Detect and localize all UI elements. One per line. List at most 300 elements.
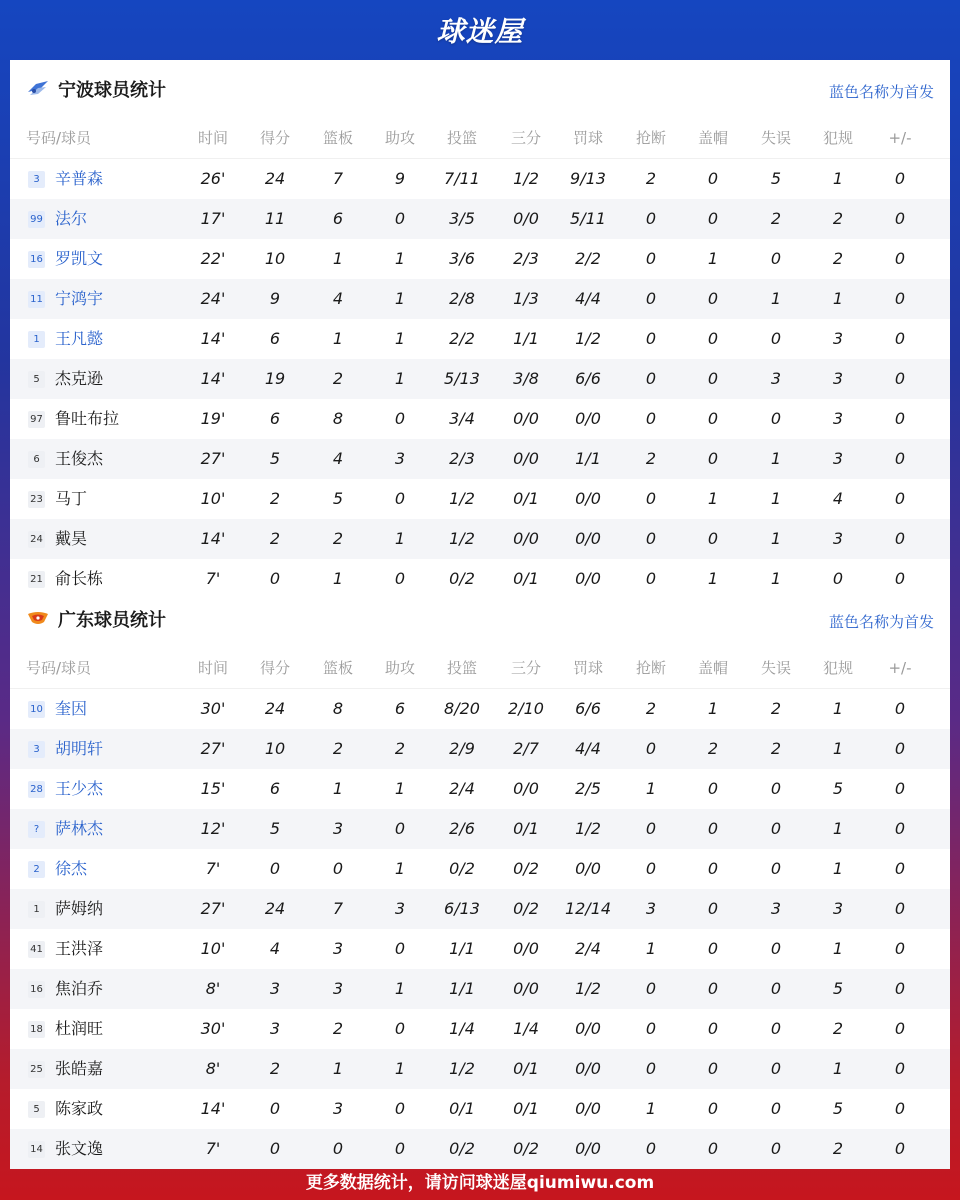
stat-steals: 0 — [645, 369, 657, 388]
stat-rebounds: 2 — [332, 529, 344, 548]
table-row[interactable] — [10, 889, 950, 929]
brand-logo: 球迷屋 — [436, 15, 524, 48]
stat-blocks: 0 — [707, 169, 719, 188]
stat-blocks: 1 — [707, 569, 719, 588]
stat-field-goals: 3/5 — [449, 209, 475, 228]
stat-minutes: 10' — [200, 489, 226, 508]
jersey-number-badge: 18 — [28, 1021, 45, 1038]
table-row[interactable] — [10, 729, 950, 769]
stat-steals: 1 — [645, 1099, 657, 1118]
player-name[interactable]: 杜润旺 — [55, 1019, 104, 1038]
jersey-number-badge: 97 — [28, 411, 45, 428]
stat-free-throws: 4/4 — [575, 739, 601, 758]
stat-free-throws: 1/2 — [575, 329, 601, 348]
table-row[interactable] — [10, 319, 950, 359]
stat-fouls: 2 — [832, 1019, 844, 1038]
stat-fouls: 1 — [832, 699, 844, 718]
stat-field-goals: 6/13 — [444, 899, 480, 918]
stat-fouls: 3 — [832, 369, 844, 388]
stat-minutes: 22' — [200, 249, 226, 268]
stat-fouls: 1 — [832, 819, 844, 838]
stat-plus-minus: 0 — [894, 939, 906, 958]
stat-points: 0 — [269, 1099, 281, 1118]
stat-minutes: 27' — [200, 449, 226, 468]
stat-turnovers: 5 — [770, 169, 782, 188]
column-header-player: 号码/球员 — [26, 659, 92, 677]
ningbo-logo-icon — [26, 78, 50, 98]
stat-rebounds: 8 — [332, 409, 344, 428]
player-rows — [10, 689, 950, 1169]
stat-points: 0 — [269, 1139, 281, 1158]
stat-three-pointers: 0/0 — [513, 979, 539, 998]
player-name[interactable]: 萨林杰 — [55, 819, 104, 838]
stat-minutes: 14' — [200, 1099, 226, 1118]
stat-free-throws: 5/11 — [570, 209, 606, 228]
player-name[interactable]: 张文逸 — [55, 1139, 104, 1158]
column-header-plus-minus: +/- — [888, 129, 912, 147]
column-header-minutes: 时间 — [197, 659, 228, 677]
stat-points: 6 — [269, 779, 281, 798]
jersey-number-badge: ? — [28, 821, 45, 838]
stat-three-pointers: 0/2 — [513, 899, 539, 918]
stat-points: 0 — [269, 859, 281, 878]
stat-turnovers: 0 — [770, 1099, 782, 1118]
stat-rebounds: 3 — [332, 979, 344, 998]
stat-assists: 1 — [394, 289, 406, 308]
stat-three-pointers: 2/3 — [513, 249, 539, 268]
stat-blocks: 1 — [707, 249, 719, 268]
stat-field-goals: 3/6 — [449, 249, 475, 268]
column-header-field-goals: 投篮 — [446, 659, 477, 677]
stat-fouls: 1 — [832, 169, 844, 188]
stat-plus-minus: 0 — [894, 369, 906, 388]
stat-rebounds: 2 — [332, 369, 344, 388]
stat-steals: 0 — [645, 739, 657, 758]
stat-minutes: 26' — [200, 169, 226, 188]
table-row[interactable] — [10, 479, 950, 519]
stat-blocks: 0 — [707, 1139, 719, 1158]
player-name[interactable]: 戴昊 — [55, 529, 88, 548]
stat-free-throws: 0/0 — [575, 1019, 601, 1038]
jersey-number-badge: 25 — [28, 1061, 45, 1078]
stat-assists: 9 — [394, 169, 406, 188]
column-header-blocks: 盖帽 — [697, 659, 728, 677]
player-name[interactable]: 辛普森 — [55, 169, 104, 188]
stat-plus-minus: 0 — [894, 489, 906, 508]
stat-points: 2 — [269, 489, 281, 508]
stat-assists: 2 — [394, 739, 406, 758]
jersey-number-badge: 11 — [28, 291, 45, 308]
player-name[interactable]: 徐杰 — [55, 859, 88, 878]
stat-fouls: 1 — [832, 739, 844, 758]
stat-blocks: 0 — [707, 289, 719, 308]
stat-blocks: 0 — [707, 939, 719, 958]
stat-assists: 3 — [394, 449, 406, 468]
stat-rebounds: 7 — [332, 899, 344, 918]
table-row[interactable] — [10, 969, 950, 1009]
player-name[interactable]: 王俊杰 — [55, 449, 104, 468]
stat-three-pointers: 2/10 — [508, 699, 544, 718]
stat-minutes: 7' — [205, 859, 221, 878]
stat-fouls: 1 — [832, 1059, 844, 1078]
stat-minutes: 7' — [205, 1139, 221, 1158]
stat-rebounds: 0 — [332, 1139, 344, 1158]
stat-turnovers: 1 — [770, 449, 782, 468]
stat-steals: 2 — [645, 449, 657, 468]
stat-points: 10 — [264, 249, 286, 268]
stat-blocks: 2 — [707, 739, 719, 758]
table-header — [10, 648, 950, 689]
stat-fouls: 3 — [832, 449, 844, 468]
stat-points: 24 — [264, 169, 286, 188]
player-name[interactable]: 张皓嘉 — [55, 1059, 104, 1078]
stat-fouls: 3 — [832, 409, 844, 428]
table-row[interactable] — [10, 689, 950, 729]
stat-turnovers: 2 — [770, 739, 782, 758]
table-row[interactable] — [10, 1009, 950, 1049]
player-name[interactable]: 焦泊乔 — [55, 979, 104, 998]
stat-free-throws: 0/0 — [575, 1059, 601, 1078]
stat-steals: 0 — [645, 979, 657, 998]
column-header-three-pointers: 三分 — [510, 659, 541, 677]
stat-fouls: 3 — [832, 899, 844, 918]
stat-three-pointers: 0/1 — [513, 1099, 539, 1118]
stat-steals: 0 — [645, 1139, 657, 1158]
column-header-field-goals: 投篮 — [446, 129, 477, 147]
jersey-number-badge: 1 — [28, 331, 45, 348]
stat-rebounds: 8 — [332, 699, 344, 718]
stat-points: 11 — [264, 209, 286, 228]
stat-rebounds: 4 — [332, 449, 344, 468]
stat-turnovers: 0 — [770, 819, 782, 838]
stat-rebounds: 2 — [332, 739, 344, 758]
stat-steals: 3 — [645, 899, 657, 918]
stat-rebounds: 7 — [332, 169, 344, 188]
stat-three-pointers: 3/8 — [513, 369, 539, 388]
stat-minutes: 24' — [200, 289, 226, 308]
column-header-rebounds: 篮板 — [322, 659, 353, 677]
stat-assists: 1 — [394, 249, 406, 268]
stat-points: 4 — [269, 939, 281, 958]
stat-turnovers: 1 — [770, 289, 782, 308]
stat-field-goals: 8/20 — [444, 699, 480, 718]
stat-points: 24 — [264, 899, 286, 918]
jersey-number-badge: 5 — [28, 371, 45, 388]
player-name[interactable]: 王少杰 — [55, 779, 104, 798]
column-header-rebounds: 篮板 — [322, 129, 353, 147]
player-name[interactable]: 罗凯文 — [55, 249, 104, 268]
stat-plus-minus: 0 — [894, 569, 906, 588]
section-title: 宁波球员统计 — [58, 80, 166, 101]
stat-three-pointers: 0/0 — [513, 209, 539, 228]
stat-plus-minus: 0 — [894, 779, 906, 798]
column-header-three-pointers: 三分 — [510, 129, 541, 147]
player-name[interactable]: 宁鸿宇 — [55, 289, 104, 308]
stat-rebounds: 1 — [332, 569, 344, 588]
player-name[interactable]: 俞长栋 — [55, 569, 104, 588]
stat-turnovers: 0 — [770, 1059, 782, 1078]
column-header-minutes: 时间 — [197, 129, 228, 147]
table-row[interactable] — [10, 769, 950, 809]
stat-blocks: 0 — [707, 1099, 719, 1118]
stat-turnovers: 0 — [770, 1019, 782, 1038]
stat-steals: 0 — [645, 489, 657, 508]
stat-rebounds: 3 — [332, 1099, 344, 1118]
player-name[interactable]: 法尔 — [55, 209, 88, 228]
table-row[interactable] — [10, 809, 950, 849]
stat-fouls: 5 — [832, 979, 844, 998]
stat-rebounds: 1 — [332, 329, 344, 348]
table-row[interactable] — [10, 439, 950, 479]
table-row[interactable] — [10, 159, 950, 199]
stat-points: 5 — [269, 819, 281, 838]
stat-turnovers: 0 — [770, 329, 782, 348]
player-name[interactable]: 萨姆纳 — [55, 899, 104, 918]
starter-legend: 蓝色名称为首发 — [828, 83, 934, 101]
stat-assists: 0 — [394, 1019, 406, 1038]
stat-field-goals: 1/2 — [449, 529, 475, 548]
stat-three-pointers: 1/1 — [513, 329, 539, 348]
stat-plus-minus: 0 — [894, 289, 906, 308]
stat-field-goals: 0/2 — [449, 569, 475, 588]
stat-field-goals: 2/3 — [449, 449, 475, 468]
stat-three-pointers: 0/1 — [513, 1059, 539, 1078]
table-row[interactable] — [10, 519, 950, 559]
stat-steals: 2 — [645, 699, 657, 718]
player-name[interactable]: 王洪泽 — [55, 939, 104, 958]
player-name[interactable]: 马丁 — [55, 489, 88, 508]
stat-minutes: 14' — [200, 329, 226, 348]
stat-rebounds: 1 — [332, 779, 344, 798]
table-row[interactable] — [10, 1049, 950, 1089]
stat-steals: 0 — [645, 1019, 657, 1038]
stat-turnovers: 0 — [770, 979, 782, 998]
stat-assists: 0 — [394, 939, 406, 958]
stat-free-throws: 12/14 — [564, 899, 612, 918]
stat-blocks: 0 — [707, 819, 719, 838]
stat-plus-minus: 0 — [894, 1139, 906, 1158]
stat-fouls: 1 — [832, 859, 844, 878]
jersey-number-badge: 6 — [28, 451, 45, 468]
stat-points: 6 — [269, 329, 281, 348]
stat-plus-minus: 0 — [894, 209, 906, 228]
stat-field-goals: 2/8 — [449, 289, 475, 308]
stat-fouls: 4 — [832, 489, 844, 508]
jersey-number-badge: 3 — [28, 171, 45, 188]
stat-turnovers: 1 — [770, 489, 782, 508]
stat-blocks: 0 — [707, 899, 719, 918]
stat-points: 5 — [269, 449, 281, 468]
stat-blocks: 0 — [707, 209, 719, 228]
jersey-number-badge: 28 — [28, 781, 45, 798]
stat-assists: 1 — [394, 329, 406, 348]
stat-blocks: 1 — [707, 699, 719, 718]
stat-free-throws: 0/0 — [575, 1099, 601, 1118]
stat-minutes: 30' — [200, 699, 226, 718]
stat-points: 2 — [269, 1059, 281, 1078]
column-header-assists: 助攻 — [384, 659, 415, 677]
stat-plus-minus: 0 — [894, 1019, 906, 1038]
stat-turnovers: 0 — [770, 1139, 782, 1158]
stat-rebounds: 1 — [332, 1059, 344, 1078]
table-row[interactable] — [10, 399, 950, 439]
stat-points: 6 — [269, 409, 281, 428]
table-row[interactable] — [10, 849, 950, 889]
column-header-free-throws: 罚球 — [572, 129, 603, 147]
stat-steals: 2 — [645, 169, 657, 188]
stat-rebounds: 2 — [332, 1019, 344, 1038]
stat-minutes: 7' — [205, 569, 221, 588]
stat-blocks: 1 — [707, 489, 719, 508]
stat-fouls: 5 — [832, 1099, 844, 1118]
stat-assists: 0 — [394, 409, 406, 428]
stat-blocks: 0 — [707, 409, 719, 428]
table-row[interactable] — [10, 359, 950, 399]
stat-blocks: 0 — [707, 1019, 719, 1038]
stat-plus-minus: 0 — [894, 979, 906, 998]
stat-field-goals: 3/4 — [449, 409, 475, 428]
stat-steals: 0 — [645, 819, 657, 838]
stat-fouls: 2 — [832, 209, 844, 228]
stat-fouls: 1 — [832, 939, 844, 958]
stat-fouls: 1 — [832, 289, 844, 308]
stat-assists: 0 — [394, 1139, 406, 1158]
column-header-plus-minus: +/- — [888, 659, 912, 677]
stat-rebounds: 3 — [332, 939, 344, 958]
stat-assists: 1 — [394, 979, 406, 998]
stat-minutes: 27' — [200, 899, 226, 918]
stat-plus-minus: 0 — [894, 1099, 906, 1118]
stat-steals: 0 — [645, 289, 657, 308]
stat-blocks: 0 — [707, 529, 719, 548]
stat-minutes: 30' — [200, 1019, 226, 1038]
table-row[interactable] — [10, 239, 950, 279]
jersey-number-badge: 24 — [28, 531, 45, 548]
jersey-number-badge: 2 — [28, 861, 45, 878]
stat-fouls: 0 — [832, 569, 844, 588]
stat-field-goals: 2/4 — [449, 779, 475, 798]
stat-field-goals: 1/1 — [449, 979, 475, 998]
stat-assists: 1 — [394, 779, 406, 798]
jersey-number-badge: 16 — [28, 251, 45, 268]
stat-plus-minus: 0 — [894, 409, 906, 428]
column-header-blocks: 盖帽 — [697, 129, 728, 147]
stat-free-throws: 1/2 — [575, 979, 601, 998]
player-name[interactable]: 奎因 — [55, 699, 88, 718]
stat-steals: 0 — [645, 1059, 657, 1078]
stat-three-pointers: 0/0 — [513, 449, 539, 468]
stat-free-throws: 0/0 — [575, 489, 601, 508]
table-row[interactable] — [10, 929, 950, 969]
jersey-number-badge: 3 — [28, 741, 45, 758]
column-header-player: 号码/球员 — [26, 129, 92, 147]
stat-free-throws: 9/13 — [570, 169, 606, 188]
stat-turnovers: 2 — [770, 699, 782, 718]
stat-free-throws: 2/2 — [575, 249, 601, 268]
player-name[interactable]: 胡明轩 — [55, 739, 104, 758]
footer-note: 更多数据统计，请访问球迷屋qiumiwu.com — [305, 1172, 655, 1193]
stat-turnovers: 2 — [770, 209, 782, 228]
stat-field-goals: 0/2 — [449, 1139, 475, 1158]
section-header — [10, 590, 950, 648]
stat-field-goals: 1/4 — [449, 1019, 475, 1038]
player-name[interactable]: 鲁吐布拉 — [55, 409, 120, 428]
stat-minutes: 15' — [200, 779, 226, 798]
stat-plus-minus: 0 — [894, 529, 906, 548]
stat-rebounds: 0 — [332, 859, 344, 878]
table-row[interactable] — [10, 1089, 950, 1129]
stat-steals: 1 — [645, 939, 657, 958]
stat-steals: 0 — [645, 529, 657, 548]
stat-field-goals: 2/2 — [449, 329, 475, 348]
stat-turnovers: 0 — [770, 859, 782, 878]
stat-free-throws: 1/1 — [575, 449, 601, 468]
jersey-number-badge: 1 — [28, 901, 45, 918]
jersey-number-badge: 5 — [28, 1101, 45, 1118]
column-header-assists: 助攻 — [384, 129, 415, 147]
stat-fouls: 2 — [832, 1139, 844, 1158]
table-row[interactable] — [10, 279, 950, 319]
player-name[interactable]: 陈家政 — [55, 1099, 104, 1118]
stats-card — [10, 60, 950, 1160]
stat-rebounds: 5 — [332, 489, 344, 508]
stat-three-pointers: 2/7 — [513, 739, 539, 758]
table-row[interactable] — [10, 199, 950, 239]
stat-turnovers: 0 — [770, 409, 782, 428]
stat-steals: 0 — [645, 859, 657, 878]
stat-plus-minus: 0 — [894, 899, 906, 918]
stat-turnovers: 0 — [770, 939, 782, 958]
stat-field-goals: 1/1 — [449, 939, 475, 958]
stat-three-pointers: 0/0 — [513, 529, 539, 548]
stat-assists: 1 — [394, 859, 406, 878]
stat-three-pointers: 0/1 — [513, 489, 539, 508]
stat-assists: 3 — [394, 899, 406, 918]
stat-minutes: 14' — [200, 529, 226, 548]
stat-free-throws: 1/2 — [575, 819, 601, 838]
column-header-steals: 抢断 — [635, 129, 666, 147]
stat-plus-minus: 0 — [894, 449, 906, 468]
stat-blocks: 0 — [707, 859, 719, 878]
stat-plus-minus: 0 — [894, 859, 906, 878]
stat-points: 2 — [269, 529, 281, 548]
section-title: 广东球员统计 — [58, 610, 166, 631]
jersey-number-badge: 99 — [28, 211, 45, 228]
stat-three-pointers: 0/1 — [513, 819, 539, 838]
stat-points: 10 — [264, 739, 286, 758]
stat-free-throws: 6/6 — [575, 699, 601, 718]
stat-steals: 0 — [645, 409, 657, 428]
jersey-number-badge: 16 — [28, 981, 45, 998]
table-header — [10, 118, 950, 159]
guangdong-logo-icon — [26, 608, 50, 628]
jersey-number-badge: 23 — [28, 491, 45, 508]
stat-field-goals: 5/13 — [444, 369, 480, 388]
stat-points: 3 — [269, 1019, 281, 1038]
stat-three-pointers: 1/3 — [513, 289, 539, 308]
player-name[interactable]: 王凡懿 — [55, 329, 104, 348]
stat-minutes: 27' — [200, 739, 226, 758]
column-header-turnovers: 失误 — [760, 659, 791, 677]
jersey-number-badge: 21 — [28, 571, 45, 588]
column-header-turnovers: 失误 — [760, 129, 791, 147]
stat-assists: 1 — [394, 1059, 406, 1078]
player-name[interactable]: 杰克逊 — [55, 369, 104, 388]
column-header-points: 得分 — [259, 659, 290, 677]
stat-turnovers: 3 — [770, 369, 782, 388]
stat-minutes: 14' — [200, 369, 226, 388]
stat-turnovers: 3 — [770, 899, 782, 918]
